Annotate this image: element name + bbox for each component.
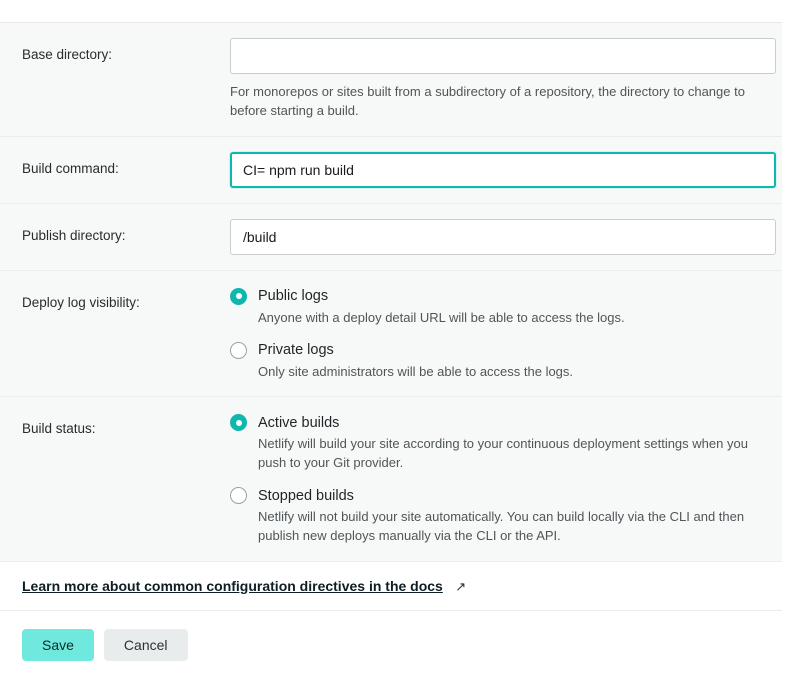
radio-option-private-logs[interactable]: [230, 342, 776, 382]
radio-option-private-logs-label: Private logs: [258, 342, 334, 359]
base-directory-helper-text: For monorepos or sites built from a subdirectory of a repository, the directory to change to before starting a build.: [230, 84, 745, 118]
radio-option-public-logs-label: Public logs: [258, 288, 329, 305]
radio-option-public-logs-line: [230, 288, 776, 305]
base-directory-field-wrap: [230, 38, 776, 121]
radio-option-stopped-builds[interactable]: [230, 487, 776, 546]
radio-option-public-logs[interactable]: [230, 288, 776, 328]
field-row-publish-directory: [0, 204, 800, 271]
field-row-build-command: [0, 137, 800, 204]
build-settings-form: [0, 23, 800, 679]
radio-option-private-logs-desc: Only site administrators will be able to access the logs.: [258, 363, 574, 379]
base-directory-input[interactable]: [230, 38, 776, 74]
radio-option-stopped-builds-label: Stopped builds: [258, 487, 354, 504]
radio-option-public-logs-desc: Anyone with a deploy detail URL will be able to access the logs.: [258, 309, 625, 325]
right-gutter: [782, 22, 800, 632]
deploy-log-visibility-label: Deploy log visibility:: [22, 294, 140, 310]
radio-option-active-builds[interactable]: [230, 414, 776, 473]
docs-link-row: [0, 562, 800, 611]
radio-option-stopped-builds-desc: Netlify will not build your site automatically. You can build locally via the CLI and then publish new deploys manually via the CLI or the API.: [258, 509, 745, 543]
radio-selected-icon[interactable]: [230, 288, 247, 305]
radio-option-active-builds-desc: Netlify will build your site according to your continuous deployment settings when you push to your Git provider.: [258, 436, 748, 471]
radio-option-active-builds-line: [230, 414, 776, 431]
build-command-field-wrap: [230, 152, 776, 188]
build-status-label: Build status:: [22, 421, 96, 437]
panel-top-divider: [0, 0, 800, 23]
build-status-radio-group: [230, 412, 776, 545]
cancel-button[interactable]: Cancel: [104, 629, 188, 661]
form-actions: [0, 611, 800, 679]
field-row-deploy-log-visibility: [0, 271, 800, 398]
save-button[interactable]: Save: [22, 629, 94, 661]
publish-directory-field-wrap: [230, 219, 776, 255]
radio-unselected-icon[interactable]: [230, 487, 247, 504]
radio-option-private-logs-line: [230, 342, 776, 359]
radio-selected-icon[interactable]: [230, 414, 247, 431]
build-command-label: Build command:: [22, 160, 119, 176]
deploy-log-visibility-radio-group: [230, 286, 776, 382]
radio-unselected-icon[interactable]: [230, 342, 247, 359]
base-directory-label: Base directory:: [22, 47, 113, 62]
field-row-build-status: [0, 397, 800, 561]
publish-directory-label: Publish directory:: [22, 227, 126, 243]
build-command-input[interactable]: [230, 152, 776, 188]
docs-link[interactable]: Learn more about common configuration directives in the docs: [22, 577, 443, 594]
external-link-icon: ↗: [455, 578, 467, 594]
radio-option-stopped-builds-line: [230, 487, 776, 504]
field-row-base-directory: [0, 23, 800, 137]
publish-directory-input[interactable]: [230, 219, 776, 255]
radio-option-active-builds-label: Active builds: [258, 414, 340, 431]
